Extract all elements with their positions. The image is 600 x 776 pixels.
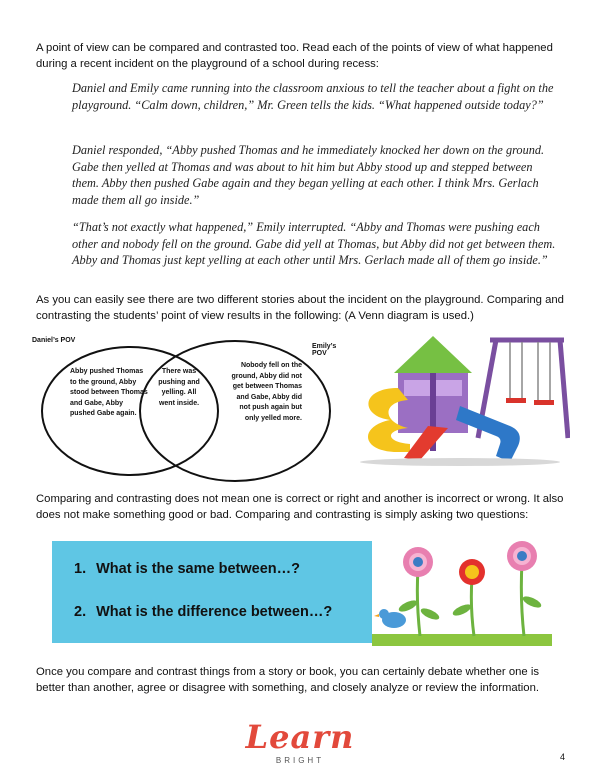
venn-center-text: There was pushing and yelling. All went inside. (158, 368, 200, 407)
venn-left-text: Abby pushed Thomas to the ground, Abby stood between Thomas and Gabe, Abby pushed Gabe again. (70, 368, 148, 417)
question-2 (74, 604, 332, 620)
question-1 (74, 561, 300, 577)
question-1-text: What is the same between…? (96, 561, 300, 577)
questions-box (52, 541, 372, 643)
compare-paragraph: Comparing and contrasting does not mean one is correct or right and another is incorrect or wrong. It also does not make something good or bad. Comparing and contrasting is simply asking two questions: (36, 493, 564, 521)
intro-paragraph: A point of view can be compared and contrasted too. Read each of the points of view of what happened during a recent incident on the playground of a school during recess: (36, 42, 553, 70)
closing-paragraph: Once you compare and contrast things from a story or book, you can certainly debate whether one is better than another, agree or disagree with something, and closely analyze or review the information. (36, 666, 539, 694)
flowers-illustration (372, 540, 552, 648)
playground-illustration (350, 328, 570, 468)
question-2-text: What is the difference between…? (96, 604, 333, 620)
venn-diagram (30, 335, 350, 485)
question-2-number: 2. (74, 604, 87, 620)
venn-right-text: Nobody fell on the ground, Abby did not get between Thomas and Gabe, Abby did not push again but only yelled more. (231, 362, 302, 422)
quote-3: “That’s not exactly what happened,” Emily interrupted. “Abby and Thomas were pushing each other and nobody fell on the ground. Gabe did yell at Thomas, but Abby did not get between them. Abby and Thomas just kept yelling at each other until Mrs. Gerlach made all of them go inside.” (72, 220, 556, 267)
quote-2: Daniel responded, “Abby pushed Thomas and he immediately knocked her down on the ground. Gabe then yelled at Thomas and was about to hit him but Abby stood up and stepped between them. Abby then pushed Gabe again and they began yelling at each other. I think Mrs. Gerlach made them all go inside.” (72, 143, 545, 207)
page-number: 4 (560, 752, 566, 762)
learn-bright-logo (240, 718, 360, 768)
venn-intro-paragraph: As you can easily see there are two different stories about the incident on the playground. Comparing and contrasting the students’ point of view results in the following: (A Venn diagram is used.) (36, 294, 564, 322)
venn-left-label: Daniel’s POV (32, 337, 76, 344)
question-1-number: 1. (74, 561, 87, 577)
logo-learn-text: Learn (245, 718, 355, 756)
quote-1: Daniel and Emily came running into the classroom anxious to tell the teacher about a fight on the playground. “Calm down, children,” Mr. Green tells the kids. “What happened outside today?” (72, 81, 554, 112)
venn-right-label: Emily’s POV (312, 343, 337, 357)
logo-bright-text: BRIGHT (275, 756, 325, 765)
